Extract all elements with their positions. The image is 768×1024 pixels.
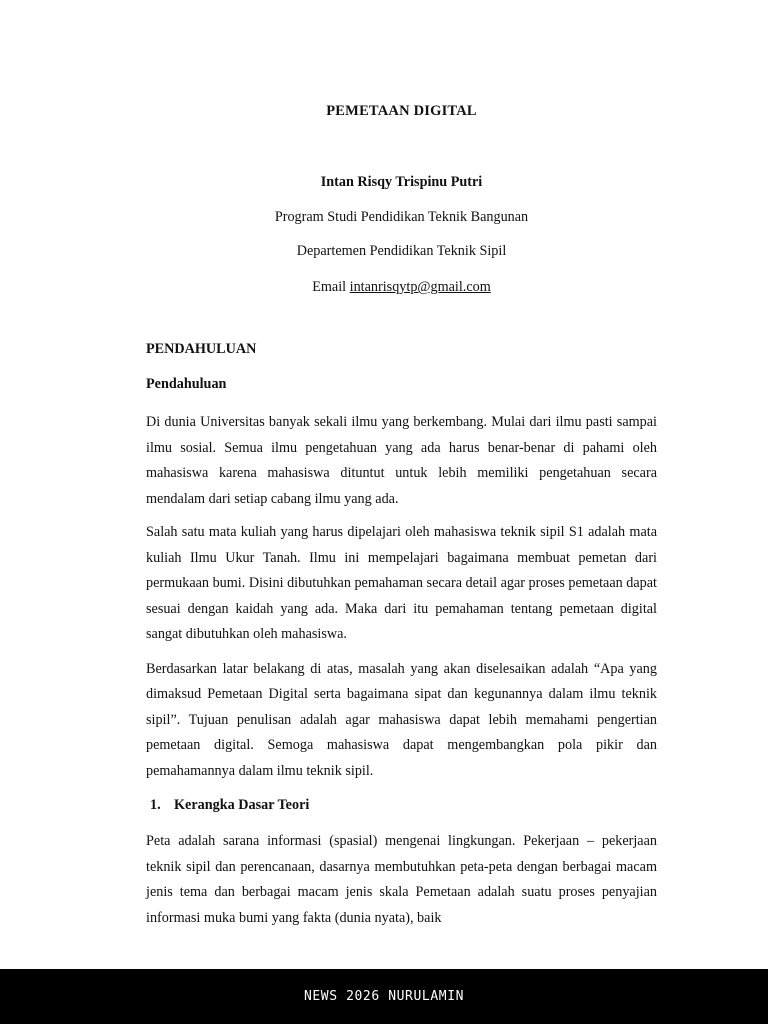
author-name: Intan Risqy Trispinu Putri bbox=[320, 174, 483, 190]
paragraph: Di dunia Universitas banyak sekali ilmu yang berkembang. Mulai dari ilmu pasti sampai ilmu sosial. Semua ilmu pengetahuan yang ada harus benar-benar di pahami oleh mahasiswa karena mahasiswa dituntut untuk lebih memiliki pengetahuan secara mendalam dari setiap cabang ilmu yang ada. bbox=[146, 414, 657, 507]
study-program: Program Studi Pendidikan Teknik Bangunan bbox=[274, 209, 529, 225]
email-line bbox=[0, 279, 768, 296]
email-link[interactable]: intanrisqytp@gmail.com bbox=[349, 279, 491, 295]
footer-text: NEWS 2026 NURULAMIN bbox=[303, 989, 465, 1004]
paragraph: Berdasarkan latar belakang di atas, masalah yang akan diselesaikan adalah “Apa yang dimaksud Pemetaan Digital serta bagaimana sipat dan kegunannya dalam ilmu teknik sipil”. Tujuan penulisan adalah agar mahasiswa dapat lebih memahami pengertian pemetaan digital. Semoga mahasiswa dapat mengembangkan pola pikir dan pemahamannya dalam ilmu teknik sipil. bbox=[146, 660, 657, 779]
heading-number: 1. bbox=[150, 797, 161, 813]
email-label: Email bbox=[312, 279, 350, 295]
department: Departemen Pendidikan Teknik Sipil bbox=[296, 243, 507, 259]
document-title: PEMETAAN DIGITAL bbox=[326, 103, 477, 119]
subheading: Pendahuluan bbox=[146, 376, 227, 392]
footer-banner bbox=[0, 969, 768, 1024]
section-heading: PENDAHULUAN bbox=[146, 341, 257, 357]
numbered-heading bbox=[150, 797, 657, 813]
theory-paragraph: Peta adalah sarana informasi (spasial) mengenai lingkungan. Pekerjaan – pekerjaan teknik sipil dan perencanaan, dasarnya membutuhkan peta-peta dengan berbagai macam jenis tema dan berbagai macam jenis skala Pemetaan adalah suatu proses penyajian informasi muka bumi yang fakta (dunia nyata), baik bbox=[146, 833, 657, 926]
paragraph: Salah satu mata kuliah yang harus dipelajari oleh mahasiswa teknik sipil S1 adalah mata kuliah Ilmu Ukur Tanah. Ilmu ini mempelajari bagaimana membuat pemetan dari permukaan bumi. Disini dibutuhkan pemahaman secara detail agar proses pemetaan dapat sesuai dengan kaidah yang ada. Maka dari itu pemahaman tentang pemetaan digital sangat dibutuhkan oleh mahasiswa. bbox=[146, 524, 657, 642]
document-body bbox=[146, 341, 657, 940]
heading-text: Kerangka Dasar Teori bbox=[174, 797, 310, 813]
